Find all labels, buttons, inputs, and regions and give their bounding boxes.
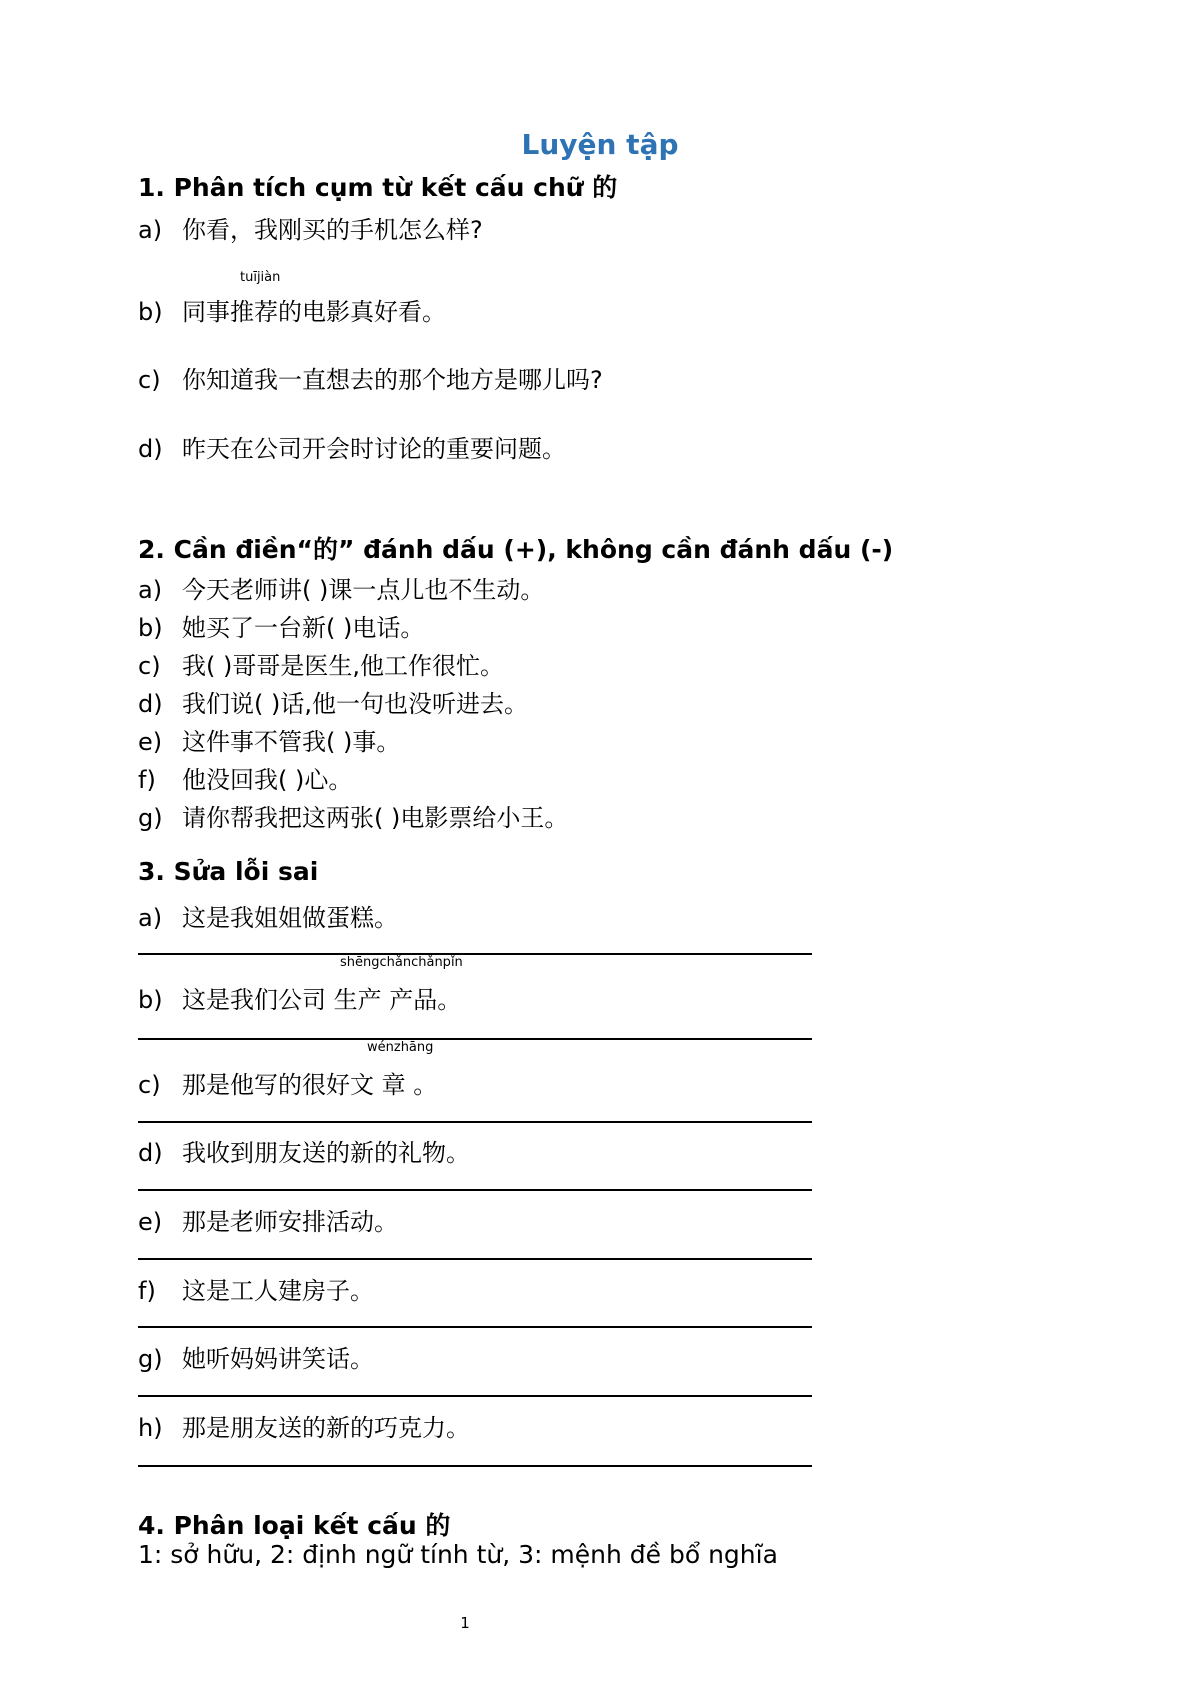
answer-line [138,1258,812,1260]
item-text: 那是他写的很好文 章 。 [182,1071,438,1099]
item-text: 同事推荐的电影真好看。 [182,298,446,326]
answer-line [138,1121,812,1123]
section-3-item-b [138,980,461,1015]
item-label: e) [138,728,163,756]
item-text: 我们说( )话,他一句也没听进去。 [182,690,528,718]
item-label: d) [138,435,163,463]
item-label: b) [138,614,163,642]
section-2-heading: 2. Cần điền“的” đánh dấu (+), không cần đánh dấu (-) [138,535,894,564]
item-label: a) [138,216,163,244]
answer-line [138,953,812,955]
section-3-heading: 3. Sửa lỗi sai [138,857,319,886]
item-label: c) [138,652,161,680]
item-label: d) [138,690,163,718]
section-1-item-d [138,429,566,464]
item-label: g) [138,1345,163,1373]
item-text: 你看，我刚买的手机怎么样? [182,216,483,244]
section-3-item-a [138,898,398,933]
section-2-item-b [138,608,424,643]
section-3-item-h [138,1408,470,1443]
item-text: 我收到朋友送的新的礼物。 [182,1139,470,1167]
page-number: 1 [460,1614,470,1632]
item-label: c) [138,366,161,394]
answer-line [138,1189,812,1191]
item-label: g) [138,804,163,832]
item-text: 这是我姐姐做蛋糕。 [182,904,398,932]
section-4-text: 1: sở hữu, 2: định ngữ tính từ, 3: mệnh đề bổ nghĩa [138,1540,778,1569]
item-text: 那是朋友送的新的巧克力。 [182,1414,470,1442]
section-2-item-d [138,684,528,719]
section-1-item-a [138,210,483,245]
item-label: c) [138,1071,161,1099]
section-1-item-b [138,292,446,327]
item-label: e) [138,1208,163,1236]
section-2-item-f [138,760,352,795]
item-label: b) [138,986,163,1014]
answer-line [138,1326,812,1328]
item-label: d) [138,1139,163,1167]
section-2-item-e [138,722,400,757]
section-2-item-g [138,798,568,833]
answer-line [138,1395,812,1397]
section-1-item-c [138,360,603,395]
item-text: 昨天在公司开会时讨论的重要问题。 [182,435,566,463]
item-label: b) [138,298,163,326]
item-text: 她买了一台新( )电话。 [182,614,425,642]
section-3-item-d [138,1133,470,1168]
item-label: a) [138,904,163,932]
pinyin-annotation: wénzhāng [367,1040,434,1055]
pinyin-annotation: tuījiàn [240,270,281,285]
section-3-item-e [138,1202,398,1237]
item-text: 这件事不管我( )事。 [182,728,401,756]
item-text: 这是我们公司 生产 产品。 [182,986,462,1014]
section-2-item-c [138,646,504,681]
section-3-item-c [138,1065,437,1100]
item-text: 今天老师讲( )课一点儿也不生动。 [182,576,545,604]
item-text: 这是工人建房子。 [182,1277,374,1305]
item-text: 我( )哥哥是医生,他工作很忙。 [182,652,504,680]
item-text: 他没回我( )心。 [182,766,353,794]
item-label: f) [138,1277,156,1305]
item-text: 你知道我一直想去的那个地方是哪儿吗? [182,366,603,394]
pinyin-annotation: shēngchǎnchǎnpǐn [340,955,463,970]
item-text: 请你帮我把这两张( )电影票给小王。 [182,804,569,832]
section-3-item-f [138,1271,374,1306]
item-label: a) [138,576,163,604]
answer-line [138,1038,812,1040]
section-3-item-g [138,1339,374,1374]
section-4-heading: 4. Phân loại kết cấu 的 [138,1511,451,1540]
page-title: Luyện tập [521,128,679,161]
item-label: h) [138,1414,163,1442]
section-1-heading: 1. Phân tích cụm từ kết cấu chữ 的 [138,173,618,202]
item-text: 那是老师安排活动。 [182,1208,398,1236]
item-text: 她听妈妈讲笑话。 [182,1345,374,1373]
section-2-item-a [138,570,544,605]
answer-line [138,1465,812,1467]
item-label: f) [138,766,156,794]
